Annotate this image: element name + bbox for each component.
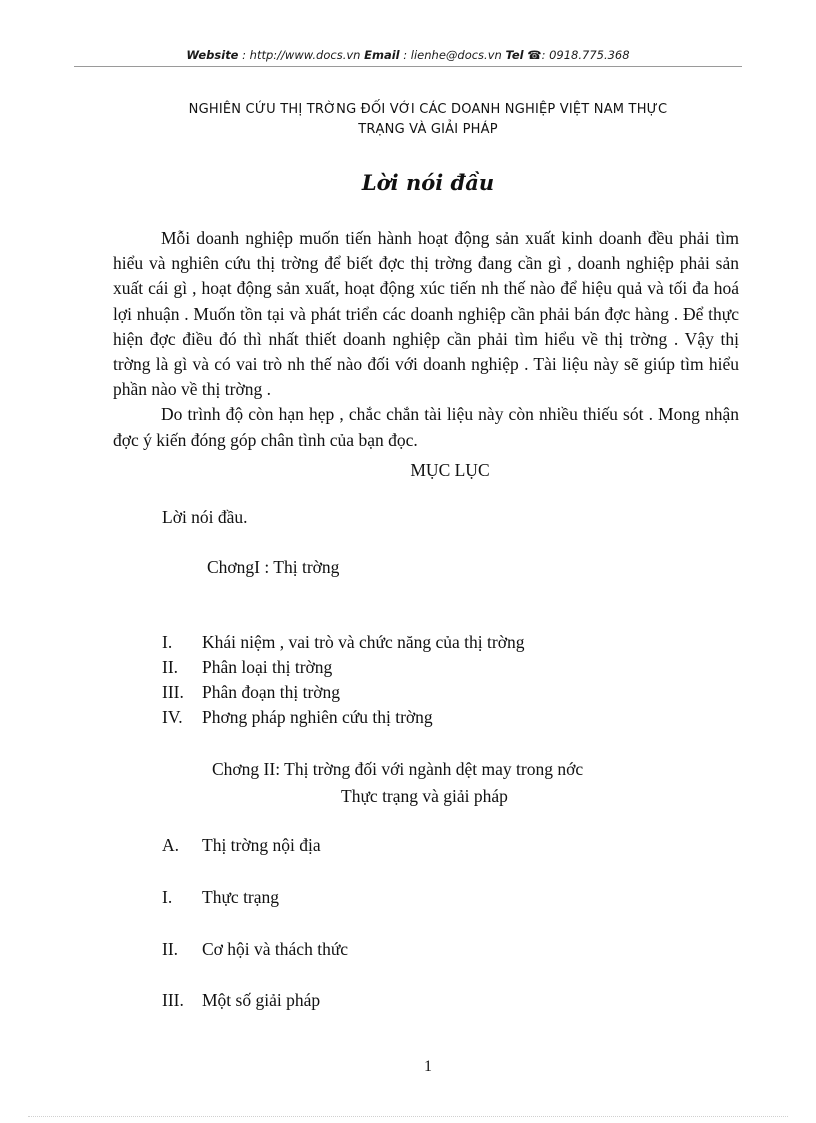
- toc-item-text: Khái niệm , vai trò và chức năng của thị trờng: [202, 632, 525, 652]
- title-line-1: NGHIÊN CỨU THỊ TRỜNG ĐỐI VỚI CÁC DOANH NGHIỆP VIỆT NAM THỰC: [188, 102, 668, 117]
- title-line-2: TRẠNG VÀ GIẢI PHÁP: [358, 122, 498, 137]
- toc-item-number: I.: [162, 632, 173, 652]
- toc-chapter-1: ChơngI : Thị trờng: [207, 557, 340, 577]
- website-value: : http://www.docs.vn: [242, 48, 361, 62]
- toc-item-text: Phân đoạn thị trờng: [202, 682, 341, 702]
- toc-item-text: Một số giải pháp: [202, 990, 321, 1010]
- toc-item-text: Thực trạng: [202, 887, 280, 907]
- page-bottom-divider: [28, 1116, 788, 1117]
- toc-item-text: Phơng pháp nghiên cứu thị trờng: [202, 707, 433, 727]
- preface-paragraph-1: Mỗi doanh nghiệp muốn tiến hành hoạt động sản xuất kinh doanh đều phải tìm hiểu và nghiên cứu thị trờng để biết đợc thị trờng đang cần gì , doanh nghiệp phải sản xuất cái gì , hoạt động sản xuất, hoạt động xúc tiến nh thế nào để hiệu quả và tối đa hoá lợi nhuận . Muốn tồn tại và phát triển các doanh nghiệp cần phải bán đợc hàng . Để thực hiện đợc điều đó thì nhất thiết doanh nghiệp cần phải tìm hiểu về thị trờng . Vậy thị trờng là gì và có vai trò nh thế nào đối với doanh nghiệp . Tài liệu này sẽ giúp tìm hiểu phần nào về thị trờng .: [113, 228, 739, 400]
- toc-item-number: IV.: [162, 707, 183, 727]
- email-label: Email: [364, 48, 400, 62]
- toc-heading: MỤC LỤC: [410, 460, 490, 480]
- toc-item-number: II.: [162, 939, 179, 959]
- preface-body: [113, 226, 739, 453]
- toc-preface-entry: Lời nói đầu.: [162, 507, 248, 527]
- email-value: : lienhe@docs.vn: [403, 48, 502, 62]
- tel-label: Tel: [505, 48, 524, 62]
- toc-item-number: A.: [162, 835, 180, 855]
- phone-icon: ☎: [527, 48, 542, 62]
- document-title: [100, 100, 756, 140]
- header-divider: [74, 66, 742, 67]
- toc-chapter-2-subtitle: Thực trạng và giải pháp: [341, 786, 508, 806]
- toc-item-number: III.: [162, 682, 184, 702]
- toc-item-text: Thị trờng nội địa: [202, 835, 321, 855]
- toc-chapter-2: Chơng II: Thị trờng đối với ngành dệt may trong nớc: [212, 759, 584, 779]
- website-label: Website: [186, 48, 239, 62]
- preface-heading: Lời nói đầu: [361, 170, 495, 195]
- page-header: [0, 48, 816, 62]
- preface-paragraph-2: Do trình độ còn hạn hẹp , chắc chắn tài liệu này còn nhiều thiếu sót . Mong nhận đợc ý kiến đóng góp chân tình của bạn đọc.: [113, 404, 739, 450]
- toc-item-number: II.: [162, 657, 179, 677]
- toc-item-number: I.: [162, 887, 173, 907]
- tel-value: : 0918.775.368: [541, 48, 630, 62]
- page-number: 1: [424, 1058, 432, 1075]
- toc-item-number: III.: [162, 990, 184, 1010]
- toc-item-text: Cơ hội và thách thức: [202, 939, 349, 959]
- toc-item-text: Phân loại thị trờng: [202, 657, 333, 677]
